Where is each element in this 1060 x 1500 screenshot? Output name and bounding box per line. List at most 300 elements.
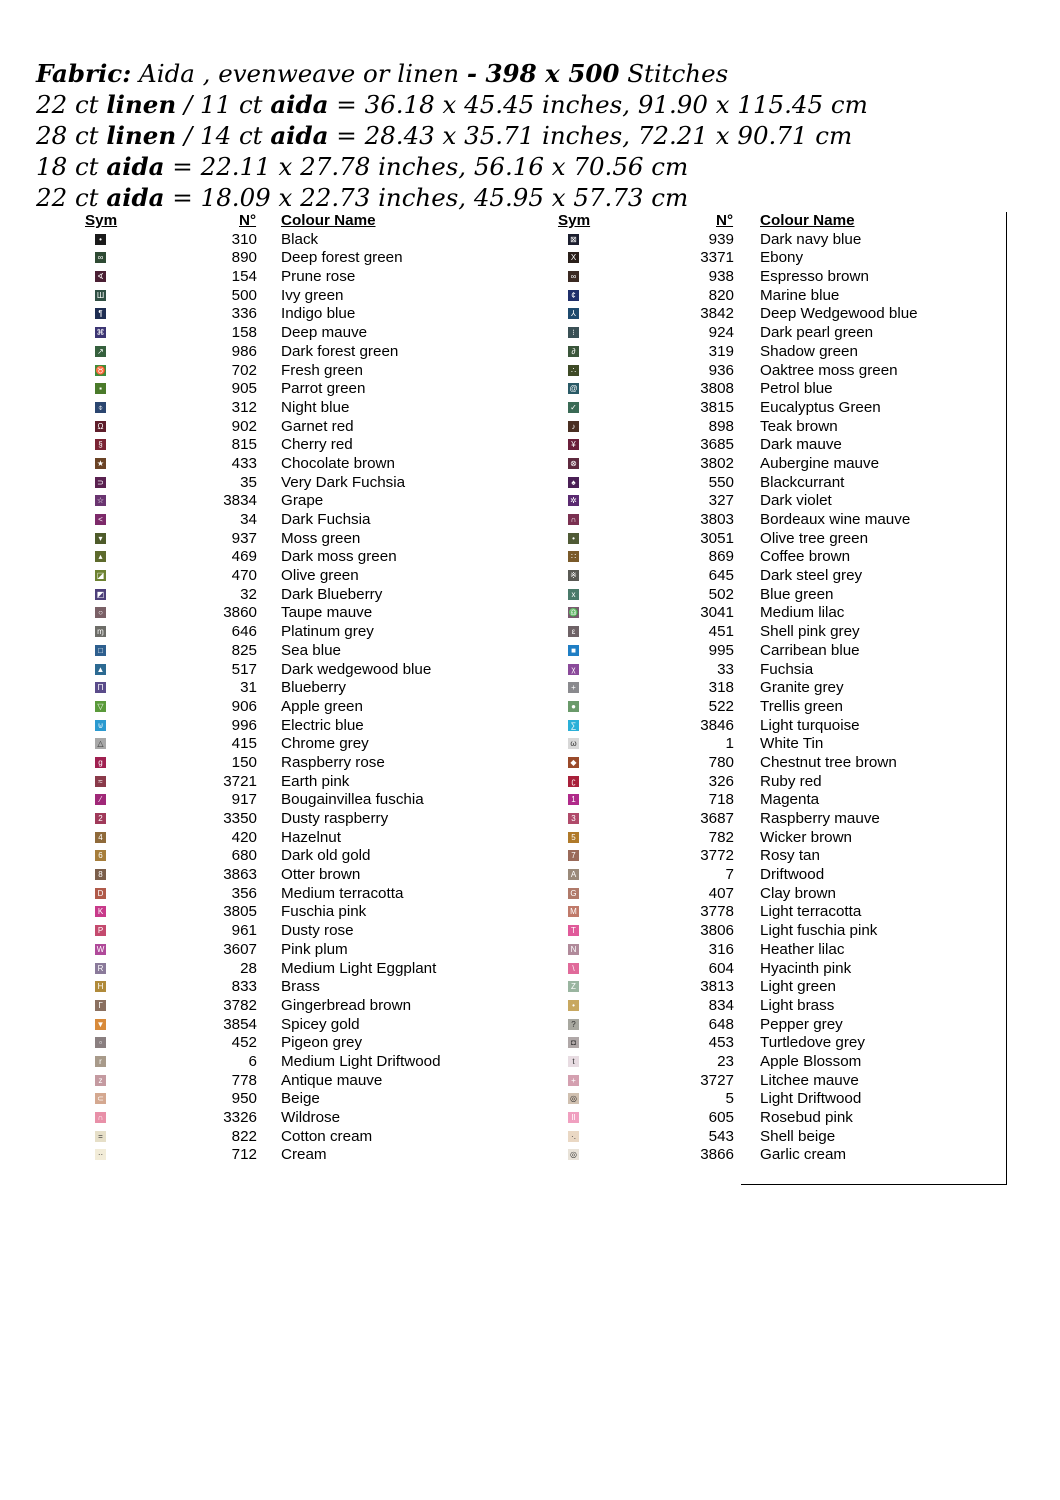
table-row	[0, 735, 1060, 754]
colour-symbol-icon: ▫	[95, 1037, 106, 1048]
table-row	[0, 287, 1060, 306]
colour-symbol-icon: 7	[568, 850, 579, 861]
colour-symbol-icon: 8	[95, 869, 106, 880]
colour-number: 3813	[700, 978, 734, 996]
colour-symbol-icon: g	[95, 757, 106, 768]
colour-symbol-icon: K	[95, 906, 106, 917]
colour-symbol-icon: ·.	[568, 1131, 579, 1142]
table-row	[0, 567, 1060, 586]
table-row	[0, 810, 1060, 829]
colour-name: Wicker brown	[760, 828, 852, 846]
colour-symbol-icon: ∴	[568, 365, 579, 376]
colour-name: Fuschia pink	[281, 903, 367, 921]
colour-name: Sea blue	[281, 641, 341, 659]
colour-symbol-icon: X	[568, 252, 579, 263]
colour-number: 31	[240, 679, 257, 697]
colour-symbol-icon: ∩	[95, 1112, 106, 1123]
colour-number: 356	[231, 884, 257, 902]
colour-name: Chrome grey	[281, 735, 369, 753]
table-row	[0, 1016, 1060, 1035]
colour-symbol-icon: ⊃	[95, 477, 106, 488]
colour-number: 3854	[223, 1015, 257, 1033]
colour-number: 470	[231, 567, 257, 585]
colour-name: Blue green	[760, 585, 834, 603]
colour-name: Fuchsia	[760, 660, 814, 678]
colour-symbol-icon: II	[568, 1112, 579, 1123]
colour-name: Deep mauve	[281, 324, 368, 342]
table-row	[0, 343, 1060, 362]
colour-name: Pink plum	[281, 940, 348, 958]
table-row	[0, 661, 1060, 680]
table-row	[0, 1090, 1060, 1109]
colour-name: Light brass	[760, 996, 835, 1014]
colour-number: 319	[708, 342, 734, 360]
colour-symbol-icon: ⊍	[95, 720, 106, 731]
colour-number: 550	[708, 473, 734, 491]
colour-name: Garnet red	[281, 417, 354, 435]
colour-number: 28	[240, 959, 257, 977]
colour-symbol-icon: W	[96, 944, 105, 954]
colour-number: 939	[708, 230, 734, 248]
colour-number: 937	[231, 529, 257, 547]
colour-symbol-icon: Ш	[96, 290, 105, 300]
colour-name: Dark mauve	[760, 436, 842, 454]
colour-number: 718	[708, 791, 734, 809]
colour-number: 3860	[223, 604, 257, 622]
colour-name: Turtledove grey	[760, 1034, 865, 1052]
table-row	[0, 1128, 1060, 1147]
colour-symbol-icon: ?	[568, 1019, 579, 1030]
colour-number: 150	[231, 753, 257, 771]
colour-number: 522	[708, 697, 734, 715]
colour-symbol-icon: ◎	[568, 1149, 579, 1160]
colour-name: Cream	[281, 1146, 327, 1164]
colour-number: 605	[708, 1109, 734, 1126]
colour-number: 7	[725, 866, 734, 884]
colour-number: 3782	[223, 996, 257, 1014]
colour-symbol-icon: R	[95, 963, 106, 974]
colour-number: 3721	[223, 772, 257, 790]
table-row	[0, 922, 1060, 941]
colour-number: 451	[708, 623, 734, 641]
colour-name: Raspberry mauve	[760, 810, 880, 827]
colour-symbol-icon: D	[95, 888, 106, 899]
colour-symbol-icon: ▽	[95, 701, 106, 712]
table-row	[0, 1072, 1060, 1091]
colour-symbol-icon: ¢	[568, 290, 579, 301]
colour-name: Granite grey	[760, 679, 844, 697]
colour-name: Blackcurrant	[760, 473, 845, 491]
colour-number: 782	[708, 828, 734, 846]
colour-name: Teak brown	[760, 417, 838, 435]
colour-symbol-icon: ↗	[95, 346, 106, 357]
colour-number: 326	[708, 772, 734, 790]
colour-number: 336	[231, 305, 257, 323]
colour-number: 3802	[700, 454, 734, 472]
colour-symbol-icon: ◪	[96, 571, 105, 581]
colour-number: 936	[708, 361, 734, 379]
colour-symbol-icon: =	[95, 1131, 106, 1142]
colour-number: 318	[708, 679, 734, 697]
colour-symbol-icon: •	[95, 234, 106, 245]
colour-symbol-icon: T	[568, 925, 579, 936]
size-line-22ct-linen: 22 ct linen / 11 ct aida = 36.18 x 45.45 inches, 91.90 x 115.45 cm	[36, 90, 868, 119]
colour-symbol-icon: △	[95, 738, 106, 749]
colour-number: 702	[231, 361, 257, 379]
colour-symbol-icon: <	[95, 514, 106, 525]
colour-number: 822	[231, 1127, 257, 1145]
colour-name: Prune rose	[281, 268, 356, 286]
colour-symbol-icon: A	[568, 869, 579, 880]
colour-name: Earth pink	[281, 772, 350, 790]
colour-symbol-icon: @	[569, 384, 578, 394]
colour-number: 3808	[700, 380, 734, 398]
colour-name: Cotton cream	[281, 1127, 373, 1145]
table-row	[0, 268, 1060, 287]
colour-name: Coffee brown	[760, 548, 851, 566]
colour-name: Ebony	[760, 249, 804, 267]
colour-name: Shell beige	[760, 1127, 836, 1145]
colour-name: Garlic cream	[760, 1146, 847, 1164]
table-row	[0, 829, 1060, 848]
colour-symbol-icon: ∞	[568, 271, 579, 282]
colour-number: 420	[231, 828, 257, 846]
colour-name: Platinum grey	[281, 623, 374, 641]
colour-number: 3687	[700, 810, 734, 827]
colour-symbol-icon: ∷	[568, 551, 579, 562]
table-row	[0, 530, 1060, 549]
colour-number: 452	[231, 1034, 257, 1052]
colour-number: 834	[708, 996, 734, 1014]
colour-name: Olive green	[281, 567, 359, 585]
colour-name: Grape	[281, 492, 324, 510]
colour-symbol-icon: ✓	[568, 402, 579, 413]
table-row	[0, 455, 1060, 474]
colour-name: Very Dark Fuchsia	[281, 473, 406, 491]
colour-number: 995	[708, 641, 734, 659]
colour-symbol-icon: 5	[568, 832, 579, 843]
colour-number: 3326	[223, 1109, 257, 1126]
colour-symbol-icon: 2	[95, 813, 106, 824]
table-row	[0, 1109, 1060, 1128]
colour-name: Raspberry rose	[281, 753, 385, 771]
colour-name: Light terracotta	[760, 903, 862, 921]
fabric-info	[36, 58, 868, 213]
table-row	[0, 941, 1060, 960]
table-row	[0, 717, 1060, 736]
colour-name: Wildrose	[281, 1109, 341, 1126]
colour-number: 543	[708, 1127, 734, 1145]
colour-symbol-icon: ▪	[95, 383, 106, 394]
colour-number: 646	[231, 623, 257, 641]
colour-name: Light fuschia pink	[760, 922, 878, 940]
colour-name: Cherry red	[281, 436, 353, 454]
colour-name: Apple Blossom	[760, 1052, 862, 1070]
colour-name: Chocolate brown	[281, 454, 395, 472]
header-sym: Sym	[558, 212, 591, 229]
colour-number: 986	[231, 342, 257, 360]
colour-name: Oaktree moss green	[760, 361, 898, 379]
colour-name: Blueberry	[281, 679, 346, 697]
colour-symbol-icon: ω	[568, 738, 579, 749]
colour-name: Electric blue	[281, 716, 364, 734]
colour-number: 312	[231, 398, 257, 416]
colour-number: 648	[708, 1015, 734, 1033]
colour-name: Ruby red	[760, 772, 822, 790]
table-header	[0, 212, 1060, 231]
colour-symbol-icon: ɱ	[95, 626, 106, 637]
colour-number: 825	[231, 641, 257, 659]
colour-number: 3041	[700, 604, 734, 622]
colour-name: Deep Wedgewood blue	[760, 305, 918, 323]
table-row	[0, 511, 1060, 530]
table-row	[0, 960, 1060, 979]
colour-number: 3805	[223, 903, 257, 921]
colour-name: Spicey gold	[281, 1015, 360, 1033]
colour-name: Trellis green	[760, 697, 843, 715]
colour-symbol-icon: ¥	[568, 439, 579, 450]
colour-name: Eucalyptus Green	[760, 398, 881, 416]
colour-number: 3371	[700, 249, 734, 267]
colour-name: Beige	[281, 1090, 320, 1108]
colour-symbol-icon: ∑	[568, 720, 579, 731]
colour-number: 34	[240, 511, 257, 528]
colour-number: 778	[231, 1071, 257, 1089]
colour-symbol-icon: ◆	[568, 757, 579, 768]
colour-name: Moss green	[281, 529, 361, 547]
colour-number: 3727	[700, 1071, 734, 1089]
colour-name: Carribean blue	[760, 641, 860, 659]
colour-symbol-icon: ♪	[568, 421, 579, 432]
colour-number: 898	[708, 417, 734, 435]
colour-name: Gingerbread brown	[281, 996, 412, 1014]
colour-symbol-icon: ◎	[568, 1093, 579, 1104]
colour-symbol-icon: +	[568, 1075, 579, 1086]
colour-name: Night blue	[281, 398, 350, 416]
colour-symbol-icon: ✲	[568, 495, 579, 506]
colour-name: Light Driftwood	[760, 1090, 862, 1108]
colour-name: Shell pink grey	[760, 623, 860, 641]
table-row	[0, 698, 1060, 717]
colour-name: Dark Fuchsia	[281, 511, 371, 528]
colour-name: Light green	[760, 978, 836, 996]
colour-number: 33	[717, 660, 734, 678]
colour-symbol-icon: P	[95, 925, 106, 936]
colour-name: Clay brown	[760, 884, 836, 902]
colour-name: Apple green	[281, 697, 363, 715]
colour-name: Litchee mauve	[760, 1071, 859, 1089]
colour-number: 23	[717, 1052, 734, 1070]
colour-name: Magenta	[760, 791, 820, 809]
header-colour-name: Colour Name	[760, 212, 855, 229]
colour-symbol-icon: ⁝	[568, 327, 579, 338]
colour-symbol-icon: M	[568, 906, 579, 917]
table-row	[0, 1146, 1060, 1165]
table-row	[0, 679, 1060, 698]
colour-number: 906	[231, 697, 257, 715]
colour-symbol-icon: •	[568, 1000, 579, 1011]
colour-name: White Tin	[760, 735, 824, 753]
colour-name: Marine blue	[760, 286, 840, 304]
colour-number: 316	[708, 940, 734, 958]
table-row	[0, 1034, 1060, 1053]
colour-number: 604	[708, 959, 734, 977]
colour-number: 815	[231, 436, 257, 454]
header-colour-name: Colour Name	[281, 212, 376, 229]
colour-number: 433	[231, 454, 257, 472]
table-row	[0, 997, 1060, 1016]
colour-symbol-icon: ※	[568, 570, 579, 581]
colour-number: 890	[231, 249, 257, 267]
colour-symbol-icon: ⌘	[96, 328, 105, 338]
table-border-bottom	[741, 1184, 1007, 1185]
colour-number: 407	[708, 884, 734, 902]
colour-number: 902	[231, 417, 257, 435]
colour-name: Hyacinth pink	[760, 959, 852, 977]
table-row	[0, 305, 1060, 324]
colour-symbol-icon: ⊂	[95, 1093, 106, 1104]
colour-name: Pepper grey	[760, 1015, 843, 1033]
colour-symbol-icon: ⊠	[568, 234, 579, 245]
colour-name: Dark old gold	[281, 847, 371, 865]
colour-symbol-icon: ♎	[568, 608, 579, 618]
colour-number: 780	[708, 753, 734, 771]
colour-name: Dark Blueberry	[281, 585, 383, 603]
colour-name: Brass	[281, 978, 320, 996]
colour-number: 3607	[223, 940, 257, 958]
table-border-right	[1006, 212, 1007, 1185]
colour-name: Dusty raspberry	[281, 810, 389, 827]
colour-number: 517	[231, 660, 257, 678]
colour-number: 158	[231, 324, 257, 342]
table-row	[0, 604, 1060, 623]
colour-symbol-icon: ⊗	[568, 458, 579, 469]
colour-symbol-icon: ≈	[95, 776, 106, 787]
colour-name: Dark forest green	[281, 342, 399, 360]
colour-number: 3806	[700, 922, 734, 940]
colour-number: 502	[708, 585, 734, 603]
colour-number: 3772	[700, 847, 734, 865]
colour-symbol-icon: ▾	[95, 533, 106, 544]
colour-symbol-icon: •	[568, 533, 579, 544]
colour-symbol-icon: ʗ	[568, 776, 579, 787]
colour-name: Olive tree green	[760, 529, 869, 547]
colour-name: Ivy green	[281, 286, 344, 304]
colour-number: 917	[231, 791, 257, 809]
colour-name: Parrot green	[281, 380, 366, 398]
colour-number: 3842	[700, 305, 734, 323]
table-row	[0, 231, 1060, 250]
colour-number: 3866	[700, 1146, 734, 1164]
table-row	[0, 586, 1060, 605]
colour-name: Antique mauve	[281, 1071, 383, 1089]
colour-number: 938	[708, 268, 734, 286]
colour-table-right	[0, 212, 1060, 1165]
colour-symbol-icon: 1	[568, 794, 579, 805]
table-row	[0, 642, 1060, 661]
colour-symbol-icon: H	[95, 981, 106, 992]
colour-name: Bordeaux wine mauve	[760, 511, 911, 528]
table-row	[0, 754, 1060, 773]
colour-name: Medium lilac	[760, 604, 845, 622]
colour-number: 950	[231, 1090, 257, 1108]
colour-symbol-icon: χ	[568, 664, 579, 675]
table-row	[0, 978, 1060, 997]
colour-symbol-icon: ▴	[95, 551, 106, 562]
colour-number: 996	[231, 716, 257, 734]
table-row	[0, 847, 1060, 866]
colour-number: 680	[231, 847, 257, 865]
table-row	[0, 903, 1060, 922]
table-row	[0, 791, 1060, 810]
colour-name: Medium terracotta	[281, 884, 404, 902]
colour-name: Taupe mauve	[281, 604, 373, 622]
table-row	[0, 1053, 1060, 1072]
colour-symbol-icon: x	[568, 589, 579, 600]
colour-symbol-icon: ∞	[95, 252, 106, 263]
colour-symbol-icon: ♉	[95, 365, 106, 375]
colour-number: 469	[231, 548, 257, 566]
colour-symbol-icon: Π	[95, 682, 106, 693]
colour-name: Espresso brown	[760, 268, 869, 286]
table-row	[0, 548, 1060, 567]
colour-name: Deep forest green	[281, 249, 403, 267]
colour-symbol-icon: 4	[95, 832, 106, 843]
colour-name: Hazelnut	[281, 828, 341, 846]
size-line-28ct-linen: 28 ct linen / 14 ct aida = 28.43 x 35.71 inches, 72.21 x 90.71 cm	[36, 121, 853, 150]
table-row	[0, 866, 1060, 885]
colour-symbol-icon: □	[95, 645, 106, 656]
table-row	[0, 399, 1060, 418]
colour-symbol-icon: ☆	[96, 496, 105, 506]
colour-name: Fresh green	[281, 361, 363, 379]
colour-symbol-icon: Z	[568, 981, 579, 992]
colour-number: 3051	[700, 529, 734, 547]
colour-symbol-icon: 6	[95, 850, 106, 861]
colour-symbol-icon: G	[568, 888, 579, 899]
colour-symbol-icon: ○	[95, 607, 106, 618]
colour-symbol-icon: z	[95, 1075, 106, 1086]
colour-number: 820	[708, 286, 734, 304]
colour-symbol-icon: ▼	[96, 1019, 105, 1029]
table-row	[0, 492, 1060, 511]
colour-number: 645	[708, 567, 734, 585]
colour-name: Dark navy blue	[760, 230, 862, 248]
colour-symbol-icon: r	[95, 1056, 106, 1067]
colour-name: Shadow green	[760, 342, 858, 360]
colour-number: 415	[231, 735, 257, 753]
colour-name: Light turquoise	[760, 716, 860, 734]
table-row	[0, 380, 1060, 399]
colour-symbol-icon: ∂	[568, 346, 579, 357]
colour-name: Otter brown	[281, 866, 361, 884]
colour-number: 3685	[700, 436, 734, 454]
colour-symbol-icon: ♠	[568, 477, 579, 488]
table-row	[0, 324, 1060, 343]
colour-name: Indigo blue	[281, 305, 356, 323]
colour-symbol-icon: ◘	[568, 1037, 579, 1048]
colour-name: Medium Light Driftwood	[281, 1052, 441, 1070]
colour-number: 5	[725, 1090, 734, 1108]
colour-number: 905	[231, 380, 257, 398]
colour-name: Dark violet	[760, 492, 832, 510]
colour-number: 453	[708, 1034, 734, 1052]
colour-number: 3863	[223, 866, 257, 884]
colour-symbol-icon: ε	[568, 626, 579, 637]
colour-symbol-icon: ★	[96, 458, 105, 468]
table-row	[0, 362, 1060, 381]
colour-symbol-icon: ▲	[96, 664, 105, 674]
